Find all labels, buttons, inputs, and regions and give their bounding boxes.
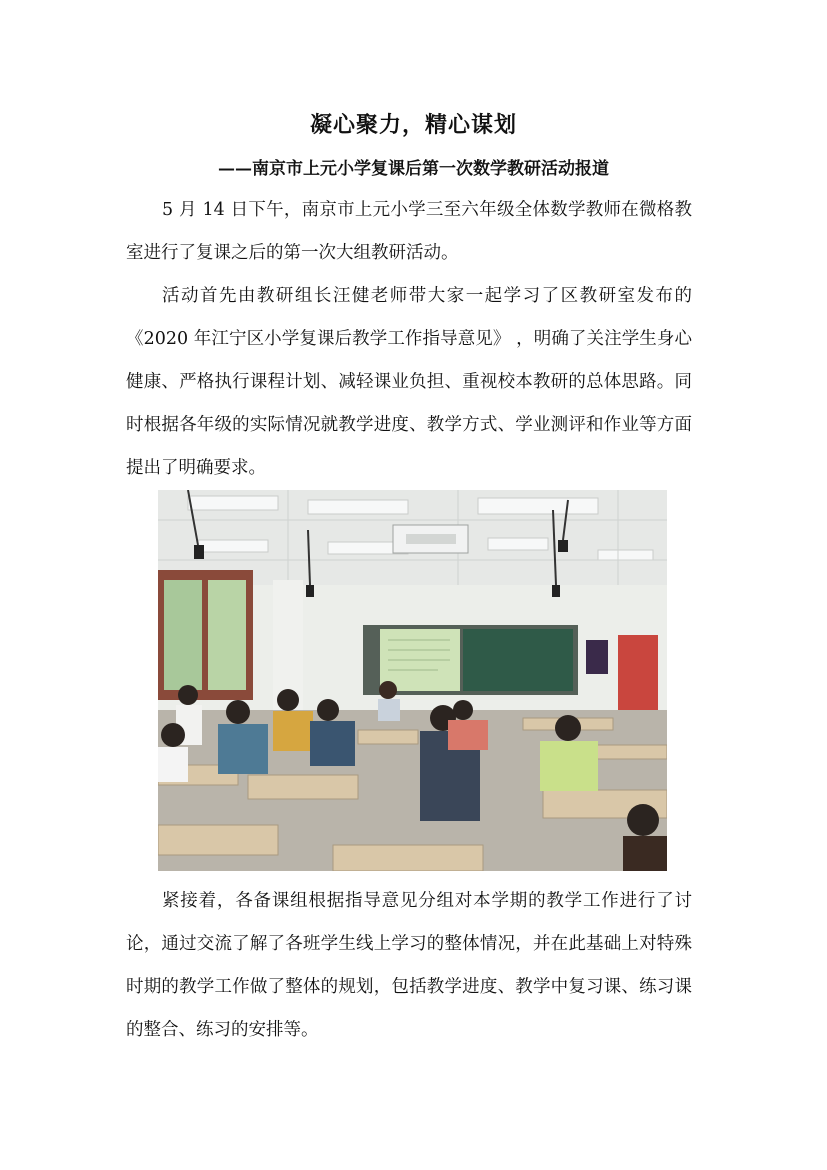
paragraph-3: 紧接着，各备课组根据指导意见分组对本学期的教学工作进行了讨论，通过交流了解了各班学生线上学习的整体情况，并在此基础上对特殊时期的教学工作做了整体的规划，包括教学进度、教学中复习课、练习课的整合、练习的安排等。 bbox=[126, 891, 692, 1040]
paragraph-1: 5 月 14 日下午，南京市上元小学三至六年级全体数学教师在微格教室进行了复课之后的第一次大组教研活动。 bbox=[126, 200, 692, 263]
classroom-photo-illustration bbox=[158, 490, 667, 871]
classroom-photo bbox=[158, 490, 667, 871]
document-title: 凝心聚力，精心谋划 bbox=[309, 112, 517, 138]
paragraph-2: 活动首先由教研组长汪健老师带大家一起学习了区教研室发布的《2020 年江宁区小学复课后教学工作指导意见》 ，明确了关注学生身心健康、严格执行课程计划、减轻课业负担、重视校本教研的总体思路。同时根据各年级的实际情况就教学进度、教学方式、学业测评和作业等方面提出了明确要求。 bbox=[126, 286, 692, 478]
document-subtitle: ——南京市上元小学复课后第一次数学教研活动报道 bbox=[218, 159, 609, 179]
